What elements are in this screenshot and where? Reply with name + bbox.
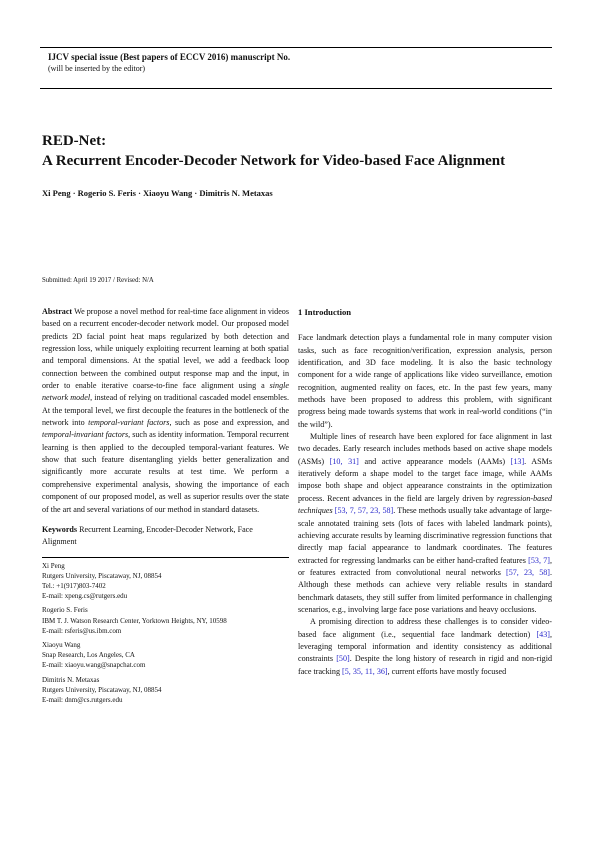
abstract-text-4: , such as identity information. Temporal recurrent learning is then applied to the decoupled temporal-variant features. We show that such feature disentangling yields better generalization and significantly more accurate results at test time. We perform a comprehensive experimental analysis, showing the importance of each component of our proposed model, as well as superior results over the state of the art and several variations of our method in standard datasets. [42, 430, 289, 514]
citation-link[interactable]: [57, 23, 58] [506, 567, 550, 577]
affiliation-name: Dimitris N. Metaxas [42, 675, 100, 684]
citation-link[interactable]: [53, 7] [528, 555, 550, 565]
keywords [42, 524, 289, 549]
abstract-text-3: , such as pose and expression, and [169, 418, 290, 428]
citation-link[interactable]: [53, 7, 57, 23, 58] [332, 506, 394, 516]
affiliation-name: Xiaoyu Wang [42, 640, 81, 649]
intro-text: A promising direction to address these challenges is to consider video-based face alignment (i.e., sequential face landmark detection) [298, 617, 552, 639]
affiliation-email: E-mail: xiaoyu.wang@snapchat.com [42, 661, 146, 670]
citation-link[interactable]: [13] [510, 456, 525, 466]
right-column [298, 306, 552, 678]
intro-emphasis: regression-based techniques [298, 493, 552, 516]
intro-text: . ASMs iteratively deform a shape model to the target face image, while AAMs impose both shape and object appearance constraints in the optimization process. Recent advances in the field are largely driven by [298, 456, 553, 503]
citation-link[interactable]: [10, 31] [329, 456, 359, 466]
affiliation-line: IBM T. J. Watson Research Center, Yorktown Heights, NY, 10598 [42, 616, 227, 625]
affiliation-line: Rutgers University, Piscataway, NJ, 08854 [42, 685, 162, 694]
citation-link[interactable]: [50] [336, 654, 350, 664]
intro-text: , leveraging temporal information and identity consistency as additional constraints [298, 629, 552, 664]
abstract-emphasis-3: temporal-invariant factors [42, 430, 129, 440]
paper-title-line2: A Recurrent Encoder-Decoder Network for Video-based Face Alignment [42, 153, 506, 169]
affiliation-line: Snap Research, Los Angeles, CA [42, 651, 135, 660]
affiliation-line: Rutgers University, Piscataway, NJ, 08854 [42, 571, 162, 580]
journal-header-line1: IJCV special issue (Best papers of ECCV 2016) manuscript No. [48, 52, 291, 62]
affiliation-peng [42, 561, 289, 602]
abstract-label: Abstract [42, 307, 73, 316]
abstract [42, 306, 289, 516]
affiliation-metaxas [42, 675, 289, 706]
affiliation-wang [42, 640, 289, 671]
citation-link[interactable]: [5, 35, 11, 36] [342, 666, 388, 676]
affiliation-name: Rogerio S. Feris [42, 606, 88, 615]
affiliation-email: E-mail: xpeng.cs@rutgers.edu [42, 592, 128, 601]
intro-text: , or features extracted from convolutional neural networks [298, 555, 552, 577]
left-column [42, 306, 289, 709]
journal-header-line2: (will be inserted by the editor) [48, 64, 146, 73]
affiliation-feris [42, 605, 289, 636]
affiliation-line: Tel.: +1(917)803-7402 [42, 581, 106, 590]
author-list: Xi Peng · Rogerio S. Feris · Xiaoyu Wang · Dimitris N. Metaxas [42, 188, 273, 198]
abstract-text-2: , instead of relying on traditional cascaded model ensembles. At the temporal level, we first decouple the features in the bottleneck of the network into [42, 393, 289, 428]
abstract-emphasis-2: temporal-variant factors [88, 418, 170, 428]
intro-paragraph-1: Face landmark detection plays a fundamental role in many computer vision tasks, such as face recognition/verification, expression analysis, person identification, and 3D face modeling. It is also the basic technology component for a wide range of applications like video surveillance, emotion recognition, augmented reality on faces, etc. In the past few years, many methods have been proposed to address this problem, with significant progress being made towards systems that work in real-world conditions (“in the wild”). [298, 333, 552, 429]
intro-text: , current efforts have mostly focused [387, 666, 507, 676]
affiliation-name: Xi Peng [42, 561, 65, 570]
journal-header-box [40, 47, 552, 89]
abstract-text-1: We propose a novel method for real-time face alignment in videos based on a recurrent encoder-decoder network model. Our proposed model predicts 2D facial point heat maps regularized by both detection and regression loss, while uniquely exploiting recurrent learning at both spatial and temporal dimensions. At the spatial level, we add a feedback loop connection between the combined output response map and the input, in order to enable iterative coarse-to-fine face alignment using a [42, 307, 289, 391]
intro-paragraph-3 [298, 616, 552, 678]
submission-info: Submitted: April 19 2017 / Revised: N/A [42, 277, 154, 284]
affiliation-email: E-mail: dnm@cs.rutgers.edu [42, 695, 123, 704]
intro-text: . Although these methods can achieve very reliable results in standard benchmark datasets, they still suffer from limited performance in challenging scenarios, e.g., involving large face pose variations and heavy occlusions. [298, 567, 553, 614]
keywords-text: Recurrent Learning, Encoder-Decoder Network, Face Alignment [42, 524, 253, 547]
paper-title-line1: RED-Net: [42, 133, 107, 149]
intro-text: Multiple lines of research have been explored for face alignment in last two decades. Early research includes methods based on active shape models (ASMs) [298, 432, 552, 466]
footnote-divider [42, 557, 289, 558]
intro-paragraph-2 [298, 431, 552, 616]
abstract-emphasis-1: single network model [42, 381, 289, 403]
affiliation-email: E-mail: rsferis@us.ibm.com [42, 626, 122, 635]
keywords-label: Keywords [42, 524, 78, 534]
section-heading-introduction: 1 Introduction [298, 307, 352, 317]
intro-text: . Despite the long history of research in rigid and non-rigid face tracking [298, 654, 552, 676]
intro-text: and active appearance models (AAMs) [358, 456, 511, 466]
intro-text: . These methods usually take advantage of large-scale annotated training sets (lots of faces with labeled landmark points), achieving accurate results by learning discriminative regression functions that directly map facial appearance to landmark coordinates. The features extracted for regressing landmarks can be either hand-crafted features [298, 506, 552, 565]
citation-link[interactable]: [43] [536, 629, 550, 639]
